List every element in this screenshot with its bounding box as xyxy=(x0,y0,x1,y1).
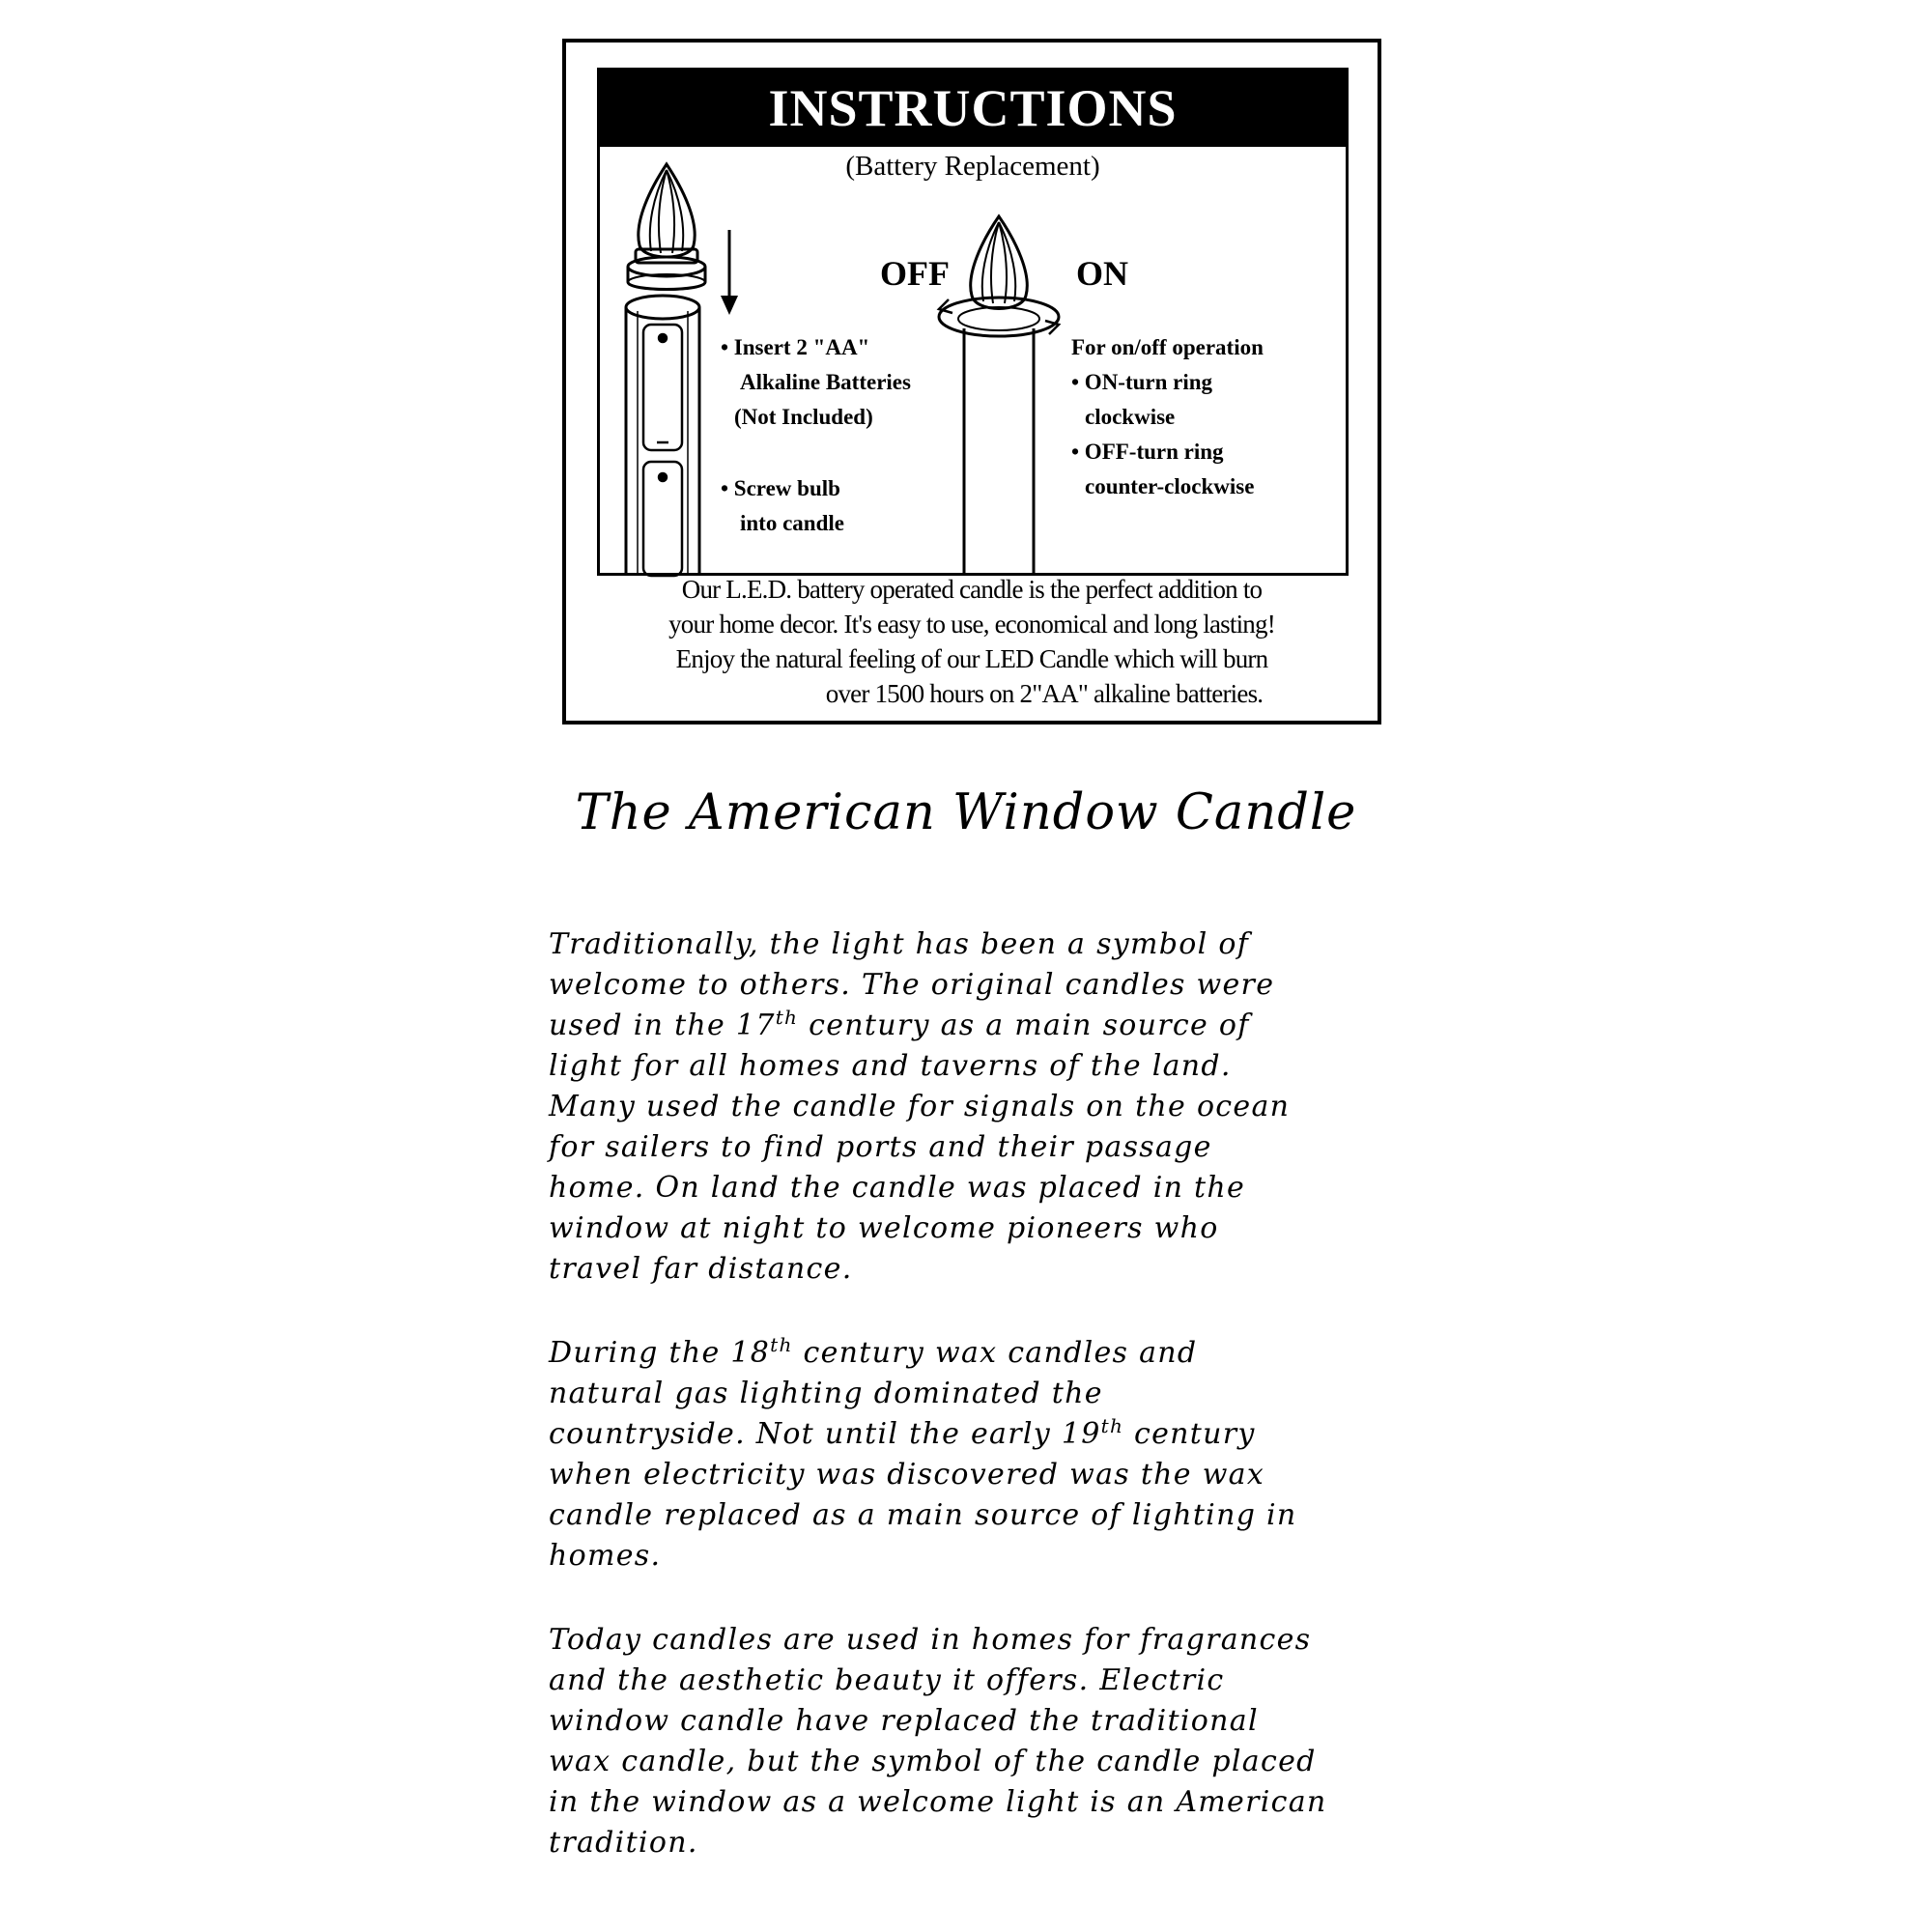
left-candle-bulb-icon xyxy=(628,164,705,290)
paragraph-line: welcome to others. The original candles were xyxy=(549,968,1275,1002)
paragraph-line: home. On land the candle was placed in the xyxy=(549,1171,1246,1205)
text-span: During the 18 xyxy=(549,1336,771,1370)
step-screw-line: • Screw bulb xyxy=(721,476,840,500)
history-paragraph-1 xyxy=(549,924,1418,1290)
onoff-line: • ON-turn ring xyxy=(1071,370,1213,394)
paragraph-line: Traditionally, the light has been a symbol of xyxy=(549,927,1250,961)
paragraph-line xyxy=(549,1414,1418,1455)
rotation-ring-icon xyxy=(939,298,1059,336)
footer-line: Enjoy the natural feeling of our LED Candle which will burn xyxy=(675,644,1268,673)
history-paragraph-2 xyxy=(549,1333,1418,1577)
footer-line: Our L.E.D. battery operated candle is the perfect addition to xyxy=(681,575,1263,604)
instructions-title: INSTRUCTIONS xyxy=(768,79,1178,137)
text-span: century as a main source of xyxy=(798,1009,1250,1042)
onoff-operation xyxy=(1071,330,1264,504)
step-insert-line: Alkaline Batteries xyxy=(740,370,911,394)
paragraph-line: tradition. xyxy=(549,1826,698,1860)
step-screw-bulb xyxy=(721,471,844,541)
right-candle-bulb-icon xyxy=(971,216,1028,309)
onoff-line: • OFF-turn ring xyxy=(1071,440,1224,464)
paragraph-line: Today candles are used in homes for fragrances xyxy=(549,1623,1312,1657)
text-span: countryside. Not until the early 19 xyxy=(549,1417,1101,1451)
instructions-subtitle: (Battery Replacement) xyxy=(845,151,1100,182)
onoff-line: counter-clockwise xyxy=(1085,474,1255,498)
step-insert-batteries xyxy=(721,330,911,435)
footer-line: over 1500 hours on 2"AA" alkaline batteries. xyxy=(825,679,1264,708)
paragraph-line: for sailers to find ports and their passage xyxy=(549,1130,1212,1164)
paragraph-line: homes. xyxy=(549,1539,662,1573)
paragraph-line xyxy=(549,1333,1418,1374)
paragraph-line: and the aesthetic beauty it offers. Electric xyxy=(549,1663,1225,1697)
step-insert-line: (Not Included) xyxy=(734,405,873,429)
off-label: OFF xyxy=(880,254,950,293)
ordinal-superscript: th xyxy=(770,1333,793,1356)
paragraph-line: window candle have replaced the traditional xyxy=(549,1704,1259,1738)
footer-line: your home decor. It's easy to use, economical and long lasting! xyxy=(668,610,1275,639)
document-title: The American Window Candle xyxy=(575,784,1357,841)
paragraph-line: window at night to welcome pioneers who xyxy=(549,1211,1219,1245)
paragraph-line: light for all homes and taverns of the land. xyxy=(549,1049,1232,1083)
on-label: ON xyxy=(1076,254,1128,293)
ordinal-superscript: th xyxy=(1100,1414,1124,1437)
onoff-line: clockwise xyxy=(1085,405,1176,429)
ordinal-superscript: th xyxy=(775,1006,799,1029)
paragraph-line: travel far distance. xyxy=(549,1252,853,1286)
battery-icon xyxy=(643,325,682,576)
paragraph-line: Many used the candle for signals on the ocean xyxy=(549,1090,1291,1123)
instructions-box xyxy=(562,39,1381,724)
step-screw-line: into candle xyxy=(740,511,844,535)
paragraph-line xyxy=(549,1006,1418,1046)
down-arrow-icon xyxy=(721,230,738,315)
paragraph-line: wax candle, but the symbol of the candle placed xyxy=(549,1745,1317,1778)
step-insert-line: • Insert 2 "AA" xyxy=(721,335,870,359)
paragraph-line: candle replaced as a main source of lighting in xyxy=(549,1498,1297,1532)
text-span: used in the 17 xyxy=(549,1009,776,1042)
paragraph-line: natural gas lighting dominated the xyxy=(549,1377,1103,1410)
instructions-footer xyxy=(566,572,1378,711)
onoff-line: For on/off operation xyxy=(1071,335,1264,359)
text-span: century wax candles and xyxy=(792,1336,1198,1370)
paragraph-line: in the window as a welcome light is an American xyxy=(549,1785,1327,1819)
right-candle-body xyxy=(964,328,1034,576)
text-span: century xyxy=(1123,1417,1256,1451)
paragraph-line: when electricity was discovered was the wax xyxy=(549,1458,1265,1492)
history-paragraph-3 xyxy=(549,1620,1418,1863)
